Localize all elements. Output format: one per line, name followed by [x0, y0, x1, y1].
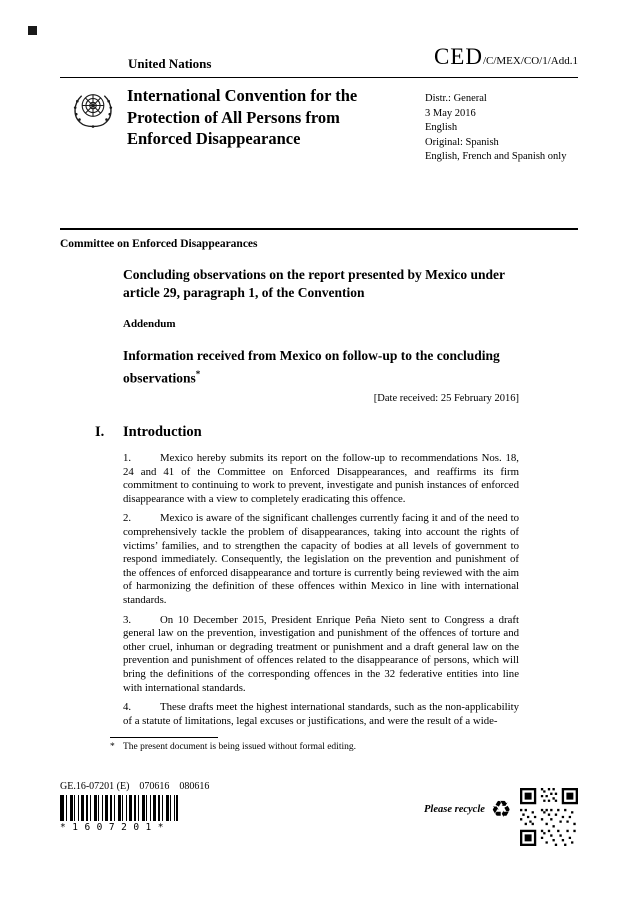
- job-number: GE.16-07201 (E) 070616 080616: [60, 781, 210, 792]
- footnote-reference-mark: *: [195, 369, 201, 379]
- paragraph-number: 2.: [123, 512, 132, 525]
- body-text: [123, 452, 519, 734]
- date-received: [Date received: 25 February 2016]: [373, 393, 519, 404]
- footnote-mark: *: [110, 742, 115, 752]
- document-symbol-suffix: /C/MEX/CO/1/Add.1: [482, 55, 578, 67]
- header-rule: [60, 77, 578, 78]
- distr-line: Distr.: General: [425, 93, 487, 104]
- section-divider-rule: [60, 228, 578, 230]
- document-symbol-prefix: CED: [433, 44, 483, 69]
- paragraph-text: Mexico hereby submits its report on the follow-up to recommendations Nos. 18, 24 and 41 of the Committee on Enforced Disappearances, and reaffirms its firm commitment to continuing to work to prevent, investigate and punish instances of enforced disappearance with a view to completely eradicating this offence.: [123, 452, 519, 505]
- convention-title: International Convention for the Protection of All Persons from Enforced Disappearance: [127, 86, 358, 148]
- subtitle-text: Information received from Mexico on follow-up to the concluding observations: [123, 348, 500, 386]
- paragraph: [123, 512, 519, 607]
- distribution-block: [425, 92, 566, 165]
- section-heading: [95, 424, 202, 441]
- footnote-separator: [110, 737, 218, 738]
- document-title: Concluding observations on the report presented by Mexico under article 29, paragraph 1, of the Convention: [123, 267, 505, 300]
- recycle-label: Please recycle: [424, 804, 485, 815]
- paragraph-number: 4.: [123, 701, 132, 714]
- distr-date: 3 May 2016: [425, 107, 476, 119]
- footnote: [110, 742, 510, 752]
- paragraph-number: 1.: [123, 452, 132, 464]
- paragraph-number: 3.: [123, 613, 132, 626]
- section-title: Introduction: [123, 424, 202, 440]
- paragraph: [123, 701, 519, 728]
- committee-name: Committee on Enforced Disappearances: [60, 238, 258, 250]
- org-name: United Nations: [128, 56, 212, 71]
- section-number: I.: [95, 424, 105, 440]
- barcode-bars: [60, 795, 178, 821]
- distr-language: English: [425, 122, 458, 134]
- paragraph-text: On 10 December 2015, President Enrique Peña Nieto sent to Congress a draft general law on the prevention, investigation and punishment of the offences of torture and other cruel, inhuman or degrading treatment or punishment and a draft general law on the prevention and punishment of offences related to the disappearance of persons, which will bring the definitions of the corresponding offences in the 32 federative entities into line with international standards.: [123, 613, 519, 694]
- distr-languages-note: English, French and Spanish only: [425, 151, 567, 163]
- paragraph: [123, 452, 519, 506]
- addendum-label: Addendum: [123, 318, 176, 330]
- document-subtitle: [123, 347, 521, 388]
- paragraph: [123, 614, 519, 696]
- paragraph-text: These drafts meet the highest international standards, such as the non-applicability of a statute of limitations, legal excuses or justifications, and were the result of a wide-: [123, 701, 519, 727]
- footnote-text: The present document is being issued without formal editing.: [123, 742, 356, 752]
- barcode-text: *1607201*: [60, 822, 170, 833]
- un-emblem-icon: [66, 84, 120, 140]
- qr-code: [520, 788, 578, 846]
- document-symbol: [434, 44, 578, 70]
- registration-mark: [28, 26, 37, 35]
- recycle-note: [424, 798, 512, 821]
- barcode: [60, 795, 180, 833]
- recycle-icon: ♻: [490, 797, 512, 822]
- distr-original: Original: Spanish: [425, 136, 499, 148]
- paragraph-text: Mexico is aware of the significant challenges currently facing it and of the need to comprehensively tackle the problem of disappearances, taking into account the rights of victims’ families, and to strengthen the capacity of bodies at all levels of government to respond immediately. Consequently, the legislation on the prevention and punishment of the offences of enforced disappearance and torture is currently being reviewed with the aim of harmonizing the definition of these offences within Mexico in line with international standards.: [123, 512, 519, 606]
